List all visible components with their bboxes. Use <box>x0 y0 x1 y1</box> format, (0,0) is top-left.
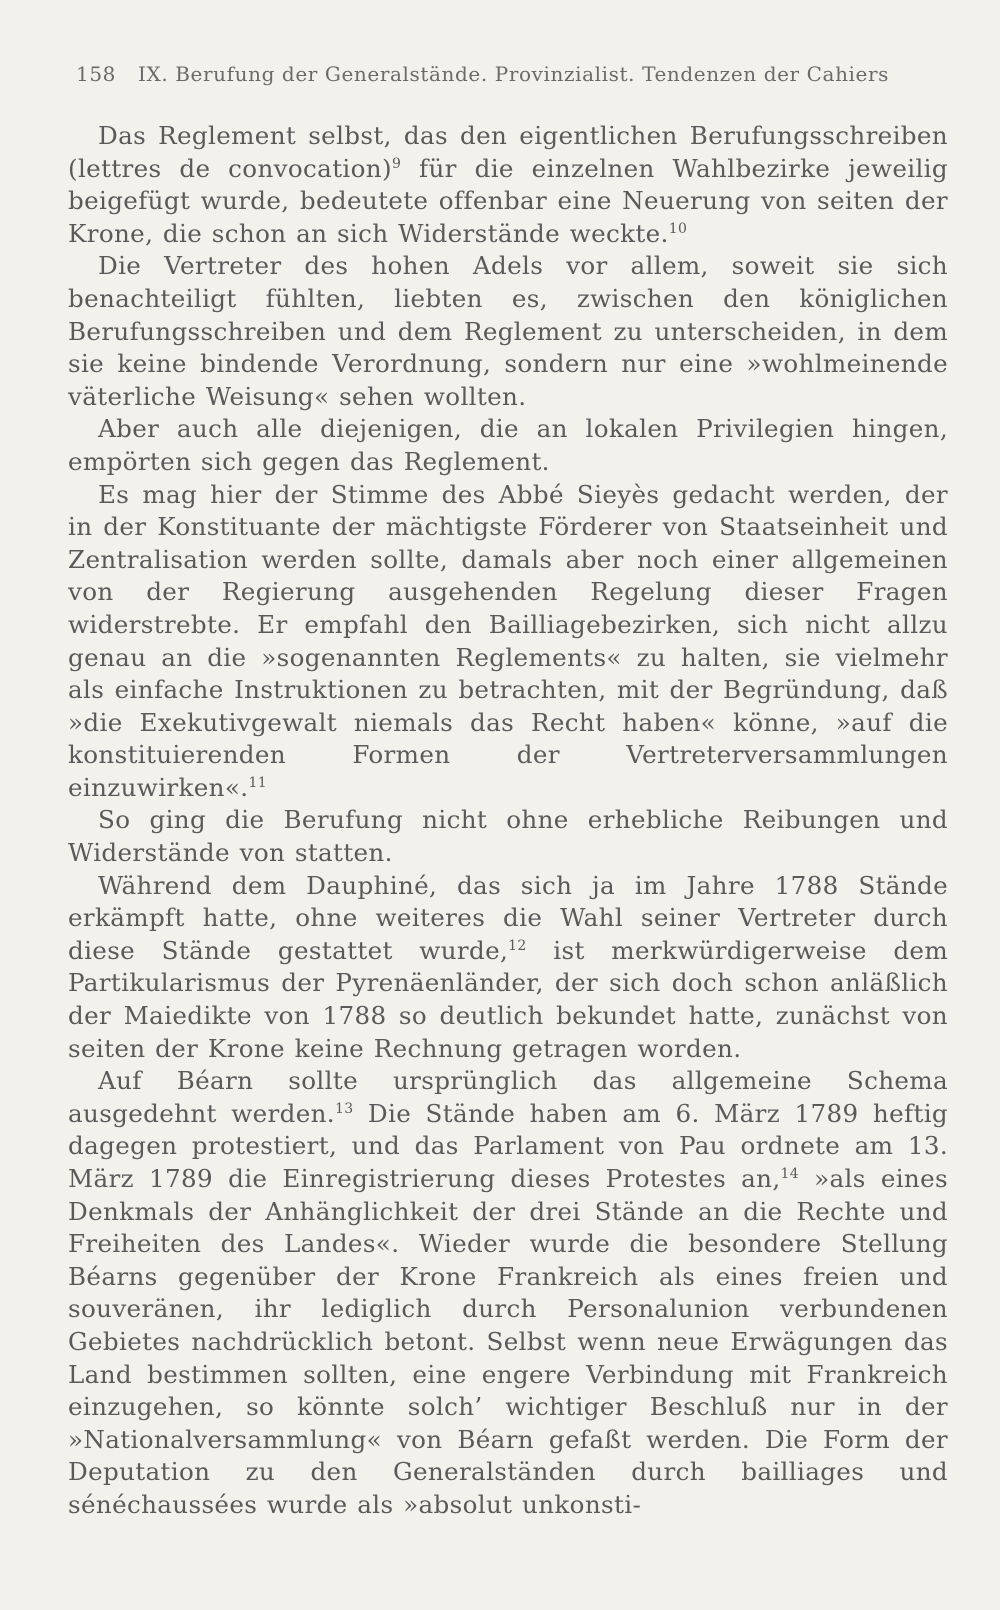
paragraph-text: Während dem Dauphiné, das sich ja im Jahre 1788 Stände erkämpft hatte, ohne weiteres die Wahl seiner Vertreter durch diese Stände gestattet wurde, <box>68 870 948 965</box>
paragraph-7 <box>68 1065 948 1521</box>
book-page <box>68 0 948 1610</box>
paragraph-3 <box>68 413 948 478</box>
paragraph-text: ist merkwürdigerweise dem Partikularismus der Pyrenäenländer, der sich doch schon anläßlich der Maiedikte von 1788 so deutlich bekundet hatte, zunächst von seiten der Krone keine Rechnung getragen worden. <box>68 935 948 1063</box>
footnote-ref: 14 <box>780 1165 800 1182</box>
paragraph-text: So ging die Berufung nicht ohne erhebliche Reibungen und Widerstände von statten. <box>68 805 948 868</box>
paragraph-text: Die Stände haben am 6. März 1789 heftig dagegen protestiert, und das Parlament von Pau ordnete am 13. März 1789 die Einregistrierung dieses Protestes an, <box>68 1098 949 1193</box>
footnote-ref: 12 <box>508 937 527 954</box>
paragraph-6 <box>68 870 948 1066</box>
body-text <box>68 120 948 1522</box>
paragraph-text: Auf Béarn sollte ursprünglich das allgemeine Schema ausgedehnt werden. <box>68 1066 948 1128</box>
footnote-ref: 13 <box>334 1100 354 1117</box>
paragraph-5 <box>68 804 948 869</box>
running-head <box>76 62 946 86</box>
paragraph-2 <box>68 250 948 413</box>
footnote-ref: 11 <box>248 774 267 791</box>
paragraph-text: Es mag hier der Stimme des Abbé Sieyès gedacht werden, der in der Konstituante der mächtigste Förderer von Staatseinheit und Zentralisation werden sollte, damals aber noch einer allgemeinen von der Regierung ausgehenden Regelung dieser Fragen widerstrebte. Er empfahl den Bailliagebezirken, sich nicht allzu genau an die »sogenannten Reglements« zu halten, sie vielmehr als einfache Instruktionen zu betrachten, mit der Begründung, daß »die Exekutivgewalt niemals das Recht haben« könne, »auf die konstituierenden Formen der Vertreterversammlungen einzuwirken«. <box>68 479 948 802</box>
footnote-ref: 10 <box>668 220 688 237</box>
paragraph-text: für die einzelnen Wahlbezirke jeweilig beigefügt wurde, bedeutete offenbar eine Neuerung von seiten der Krone, die schon an sich Widerstände weckte. <box>68 153 948 248</box>
page-number: 158 <box>76 62 116 86</box>
paragraph-text: »als eines Denkmals der Anhänglichkeit der drei Stände an die Rechte und Freiheiten des Landes«. Wieder wurde die besondere Stellung Béarns gegenüber der Krone Frankreich als eines freien und souveränen, ihr lediglich durch Personalunion verbundenen Gebietes nachdrücklich betont. Selbst wenn neue Erwägungen das Land bestimmen sollten, eine engere Verbindung mit Frankreich einzugehen, so könnte solch’ wichtiger Beschluß nur in der »Nationalversammlung« von Béarn gefaßt werden. Die Form der Deputation zu den Generalständen durch bailliages und sénéchaussées wurde als »absolut unkonsti- <box>68 1164 948 1519</box>
paragraph-text: Die Vertreter des hohen Adels vor allem, soweit sie sich benachteiligt fühlten, liebten es, zwischen den königlichen Berufungsschreiben und dem Reglement zu unterscheiden, in dem sie keine bindende Verordnung, sondern nur eine »wohlmeinende väterliche Weisung« sehen wollten. <box>68 251 948 411</box>
paragraph-text: Aber auch alle diejenigen, die an lokalen Privilegien hingen, empörten sich gegen das Reglement. <box>68 414 948 476</box>
running-head-title: IX. Berufung der Generalstände. Provinzialist. Tendenzen der Cahiers <box>137 62 890 86</box>
paragraph-text: Das Reglement selbst, das den eigentlichen Berufungsschreiben (lettres de convocation) <box>68 121 948 183</box>
paragraph-4 <box>68 479 948 805</box>
paragraph-1 <box>68 120 948 250</box>
footnote-ref: 9 <box>391 155 402 172</box>
